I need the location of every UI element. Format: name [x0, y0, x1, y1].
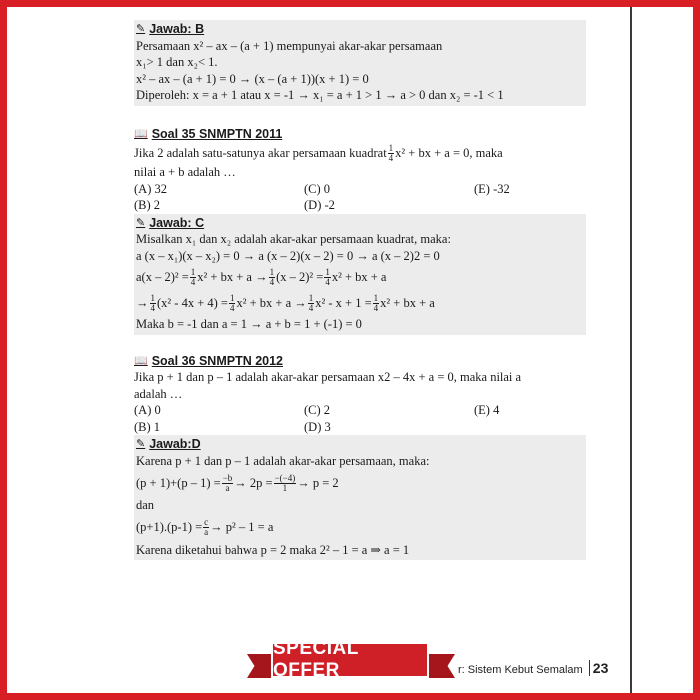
fraction [274, 474, 297, 493]
option: (A) 32 [134, 181, 167, 196]
fraction-numerator: 1 [190, 266, 196, 277]
fraction [203, 518, 209, 537]
option: (E) -32 [474, 181, 510, 196]
book-icon: 📖 [134, 127, 148, 140]
question-text: Jika p + 1 dan p – 1 adalah akar-akar persamaan x2 – 4x + a = 0, maka nilai a [134, 370, 522, 384]
page-number: 23 [589, 660, 609, 676]
fraction-denominator: a [204, 527, 209, 537]
answer-line [136, 469, 584, 497]
answer-heading [136, 21, 584, 38]
answer-text-part: (x² - 4x + 4) = [157, 295, 228, 310]
fraction [222, 474, 234, 493]
answer-heading [136, 436, 584, 453]
fraction-denominator: 4 [325, 276, 330, 287]
answer-title: Jawab:D [149, 437, 201, 451]
fraction-denominator: 4 [388, 152, 394, 163]
answer-line: Karena p + 1 dan p – 1 adalah akar-akar persamaan, maka: [136, 453, 430, 468]
fraction [388, 144, 395, 163]
answer-block-b [134, 20, 586, 106]
answer-block-c [134, 214, 586, 335]
fraction-denominator: 4 [373, 302, 379, 313]
fraction [150, 294, 157, 313]
fraction-numerator: −b [222, 472, 233, 483]
fraction-numerator: 1 [325, 266, 330, 277]
answer-text-part: → [136, 295, 149, 310]
option: (D) 3 [304, 419, 331, 434]
answer-text-part: x² + bx + a → [197, 269, 268, 284]
answer-text-part: (x – 2)² = [276, 269, 324, 284]
fraction-denominator: 4 [229, 302, 235, 313]
answer-text-part: → 2p = [234, 475, 273, 490]
answer-text-part: x² - x + 1 = [315, 295, 372, 310]
answer-text-part: (p+1).(p-1) = [136, 520, 203, 535]
pencil-icon: ✎ [136, 23, 146, 35]
question-block-36 [134, 353, 586, 436]
answer-options [134, 181, 586, 214]
answer-line: Diperoleh: x = a + 1 atau x = -1 → x₁ = a + 1 > 1 → a > 0 dan x₂ = -1 < 1 [136, 88, 504, 102]
fraction-numerator: 1 [229, 292, 235, 303]
fraction-denominator: 1 [282, 482, 288, 493]
answer-text-part: x² + bx + a → [236, 295, 307, 310]
answer-line: Karena diketahui bahwa p = 2 maka 2² – 1 = a ⇒ a = 1 [136, 542, 410, 557]
question-text-part: x² + bx + a = 0, maka [395, 145, 503, 160]
option [474, 197, 584, 214]
fraction-denominator: 4 [150, 302, 155, 313]
answer-line: dan [136, 498, 155, 512]
answer-text-part: x² + bx + a [331, 269, 387, 284]
answer-line [136, 264, 584, 290]
question-title: Soal 35 SNMPTN 2011 [151, 126, 283, 141]
question-text [134, 142, 586, 164]
question-heading [134, 353, 586, 370]
question-text: nilai a + b adalah … [134, 165, 236, 179]
book-icon: 📖 [134, 354, 148, 367]
fraction-numerator: 1 [150, 292, 155, 303]
fraction [229, 294, 236, 313]
answer-line [136, 290, 584, 316]
answer-text-part: x² + bx + a [380, 295, 435, 310]
fraction-numerator: −(−4) [274, 472, 296, 483]
answer-heading [136, 215, 584, 232]
answer-line: Maka b = -1 dan a = 1 → a + b = 1 + (-1) = 0 [136, 317, 362, 331]
answer-text-part: → p = 2 [297, 475, 339, 490]
page-edge-line [630, 7, 632, 693]
fraction [269, 268, 276, 287]
option [474, 419, 584, 436]
fraction-numerator: 1 [373, 292, 379, 303]
option: (E) 4 [474, 403, 500, 417]
pencil-icon: ✎ [136, 216, 146, 229]
special-offer-label: SPECIAL OFFER [271, 642, 429, 678]
fraction [308, 294, 315, 313]
special-offer-banner [247, 638, 455, 681]
question-text-part: Jika 2 adalah satu-satunya akar persamaan kuadrat [134, 145, 387, 160]
fraction [324, 268, 331, 287]
document-page [134, 20, 586, 560]
answer-text-part: → p² – 1 = a [210, 520, 274, 535]
option: (C) 2 [304, 403, 331, 417]
fraction [373, 294, 380, 313]
page-footer [458, 660, 608, 676]
answer-line: Misalkan x₁ dan x₂ adalah akar-akar persamaan kuadrat, maka: [136, 232, 451, 246]
option: (B) 2 [134, 198, 161, 212]
fraction-denominator: 4 [190, 276, 196, 287]
question-text: adalah … [134, 386, 183, 401]
footer-text: r: Sistem Kebut Semalam [458, 664, 583, 676]
answer-title: Jawab: B [149, 22, 205, 36]
answer-options [134, 402, 586, 435]
pencil-icon: ✎ [136, 438, 146, 450]
option: (B) 1 [134, 419, 161, 434]
fraction [190, 268, 197, 287]
fraction-denominator: 4 [269, 276, 275, 287]
answer-title: Jawab: C [149, 215, 205, 230]
option: (C) 0 [304, 181, 331, 196]
answer-line [136, 514, 584, 542]
answer-text-part: (p + 1)+(p – 1) = [136, 475, 221, 490]
fraction-numerator: 1 [269, 266, 275, 277]
question-block-35 [134, 126, 586, 214]
answer-line: a (x – x₁)(x – x₂) = 0 → a (x – 2)(x – 2) = 0 → a (x – 2)2 = 0 [136, 248, 440, 263]
answer-line: x₁> 1 dan x₂< 1. [136, 55, 218, 69]
answer-text-part: a(x – 2)² = [136, 269, 189, 284]
answer-block-d [134, 435, 586, 560]
option: (A) 0 [134, 403, 161, 417]
answer-line: Persamaan x² – ax – (a + 1) mempunyai akar-akar persamaan [136, 38, 443, 53]
question-title: Soal 36 SNMPTN 2012 [151, 353, 284, 368]
option: (D) -2 [304, 198, 335, 212]
answer-line: x² – ax – (a + 1) = 0 → (x – (a + 1))(x + 1) = 0 [136, 71, 369, 86]
fraction-denominator: 4 [308, 302, 314, 313]
fraction-numerator: 1 [308, 292, 314, 303]
fraction-denominator: a [225, 482, 230, 493]
fraction-numerator: 1 [388, 142, 394, 153]
question-heading [134, 126, 586, 143]
fraction-numerator: c [204, 517, 209, 527]
